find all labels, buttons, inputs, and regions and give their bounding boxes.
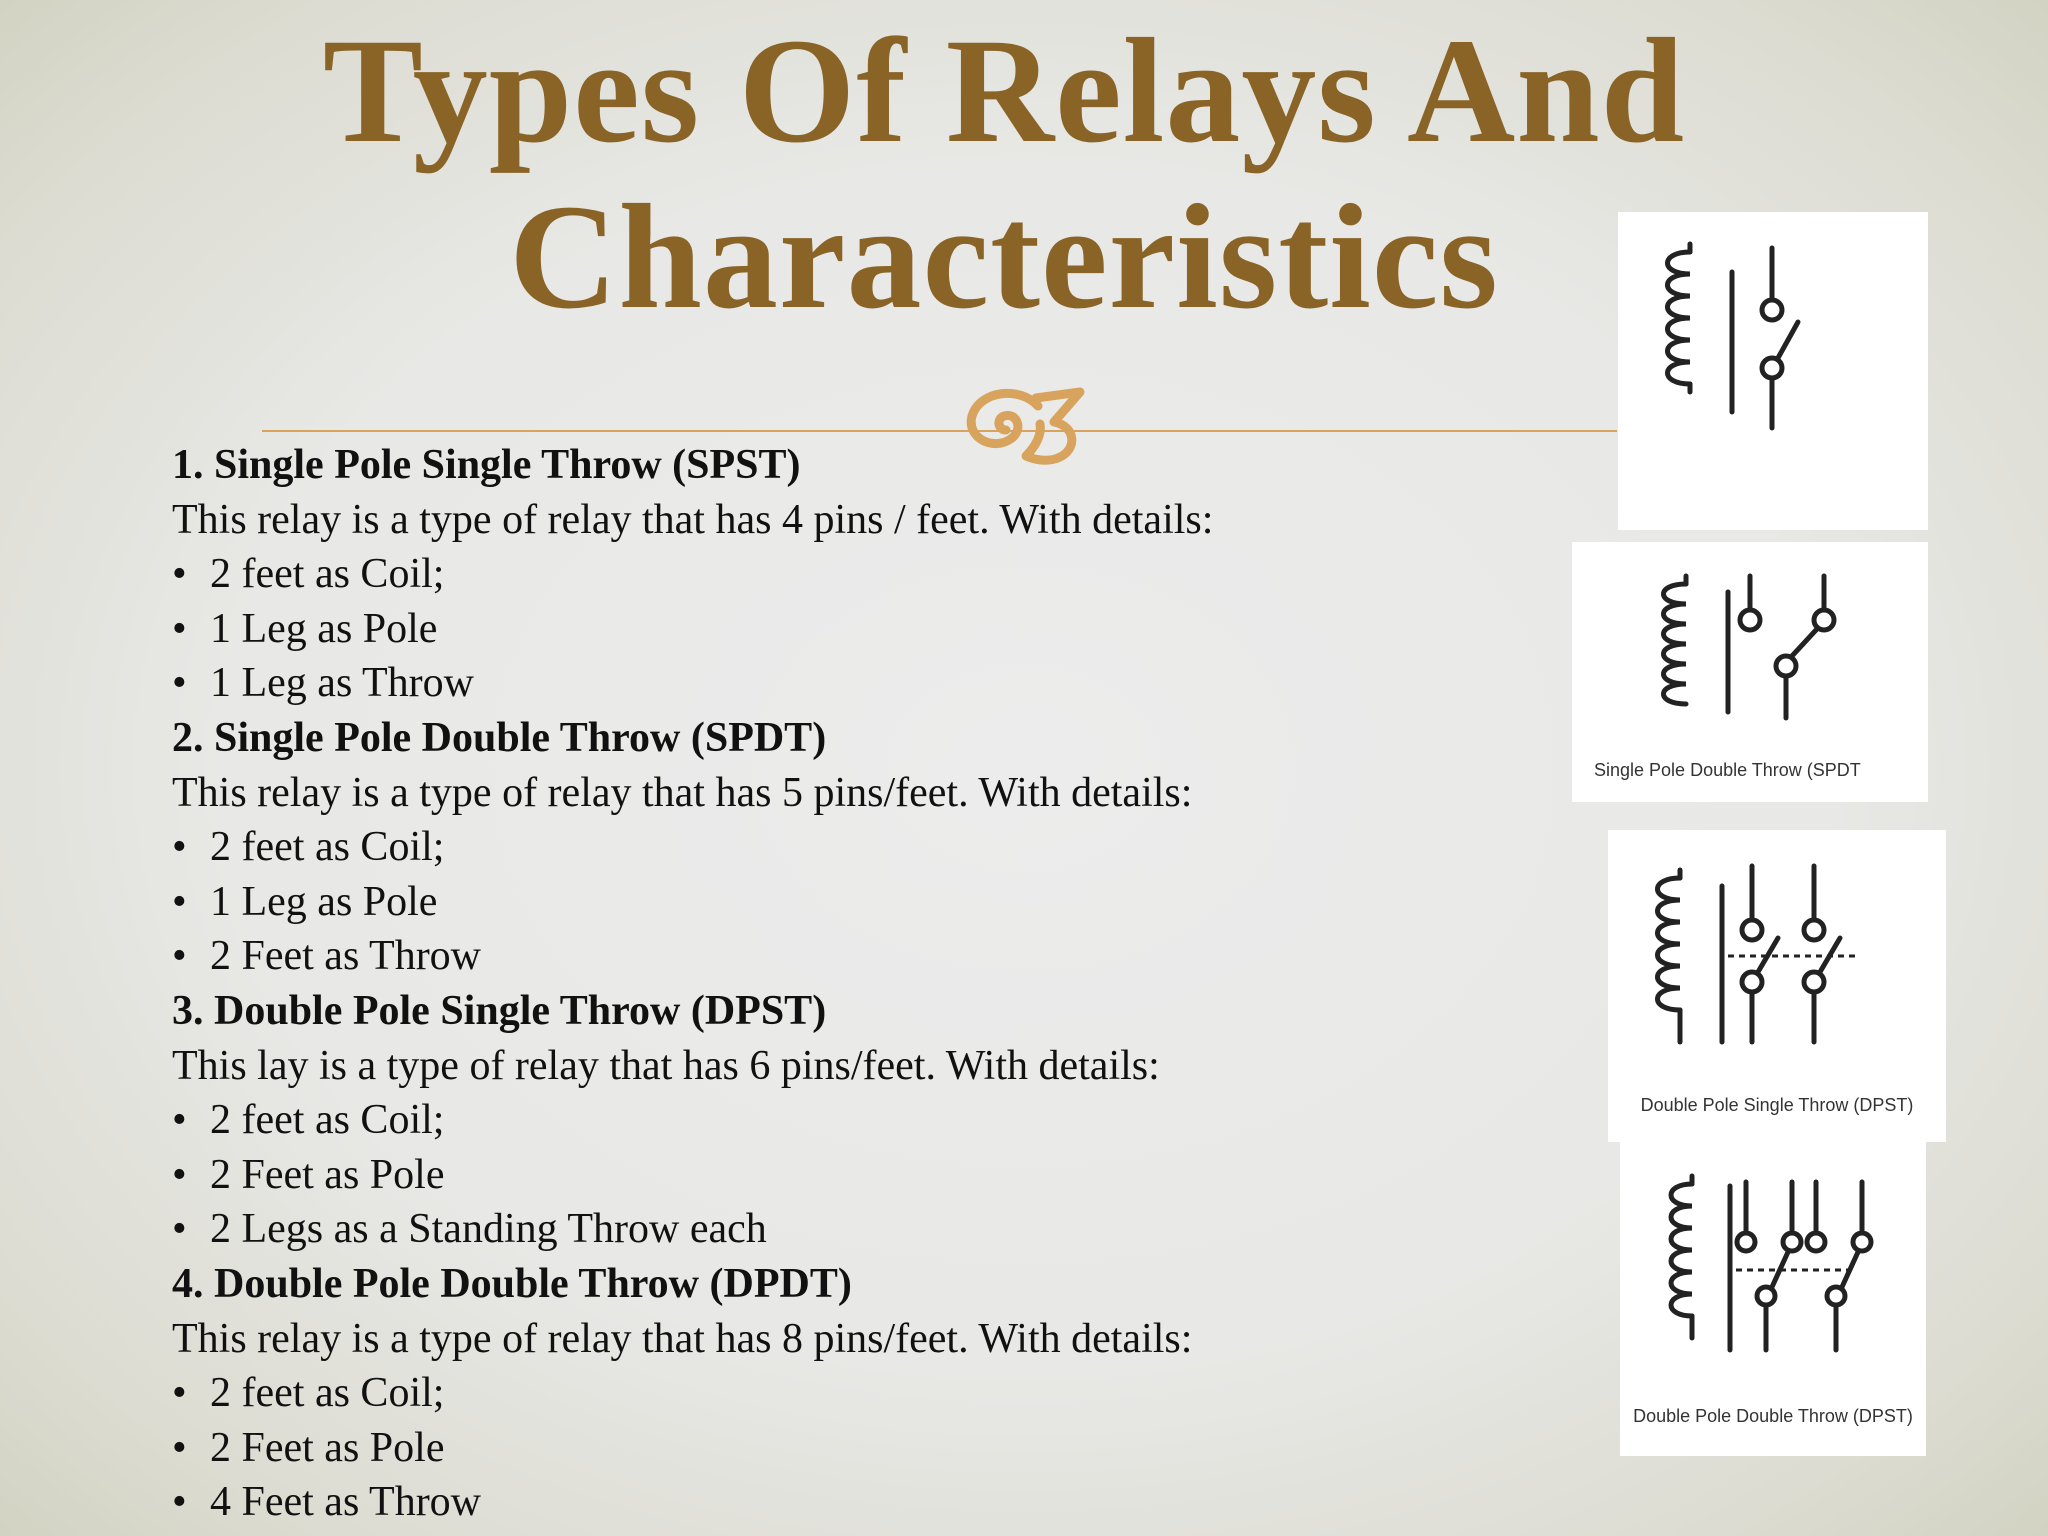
spst-relay-diagram [1618,212,1928,530]
bullet-icon: • [172,824,187,871]
section-description-spdt: This relay is a type of relay that has 5 pins/feet. With details: [172,769,1193,816]
section-description-spst: This relay is a type of relay that has 4 pins / feet. With details: [172,496,1214,543]
dpdt-caption: Double Pole Double Throw (DPST) [1633,1406,1913,1426]
bullet-icon: • [172,1151,187,1198]
list-item: • 2 Feet as Throw [172,929,1522,984]
dpst-caption: Double Pole Single Throw (DPST) [1640,1095,1914,1115]
dpdt-relay-diagram [1620,1142,1926,1456]
list-item: • 1 Leg as Throw [172,656,1522,711]
list-item: • 2 feet as Coil; [172,820,1522,875]
list-item: • 2 Feet as Pole [172,1421,1522,1476]
bullet-icon: • [172,1370,187,1417]
list-item: • 1 Leg as Pole [172,875,1522,930]
section-heading-dpdt: 4. Double Pole Double Throw (DPDT) [172,1260,852,1307]
list-item: • 2 Feet as Pole [172,1148,1522,1203]
section-heading-spst: 1. Single Pole Single Throw (SPST) [172,442,801,488]
bullet-icon: • [172,660,187,707]
dpst-relay-diagram [1608,830,1946,1142]
list-item: • 1 Leg as Pole [172,602,1522,657]
list-item: • 4 Feet as Throw [172,1475,1522,1530]
section-heading-dpst: 3. Double Pole Single Throw (DPST) [172,987,827,1034]
bullet-icon: • [172,1206,187,1253]
bullet-icon: • [172,1479,187,1526]
list-item: • 2 feet as Coil; [172,1093,1522,1148]
bullet-icon: • [172,1424,187,1471]
slide-title-line-2: Characteristics [509,174,1499,340]
spdt-caption: Single Pole Double Throw (SPDT [1594,760,1861,780]
title-divider-line [262,430,1617,432]
list-item: • 2 Legs as a Standing Throw each [172,1202,1522,1257]
list-item: • 2 feet as Coil; [172,547,1522,602]
bullet-icon: • [172,933,187,980]
bullet-icon: • [172,551,187,598]
section-description-dpdt: This relay is a type of relay that has 8 pins/feet. With details: [172,1315,1193,1362]
bullet-icon: • [172,1097,187,1144]
section-description-dpst: This lay is a type of relay that has 6 pins/feet. With details: [172,1042,1160,1089]
bullet-icon: • [172,878,187,925]
spst-symbol-icon [1618,212,1928,530]
list-item: • 2 feet as Coil; [172,1366,1522,1421]
bullet-icon: • [172,605,187,652]
slide-title-line-1: Types Of Relays And [322,8,1686,174]
section-heading-spdt: 2. Single Pole Double Throw (SPDT) [172,714,827,761]
relay-types-body [172,438,1522,1530]
spdt-relay-diagram [1572,542,1928,802]
